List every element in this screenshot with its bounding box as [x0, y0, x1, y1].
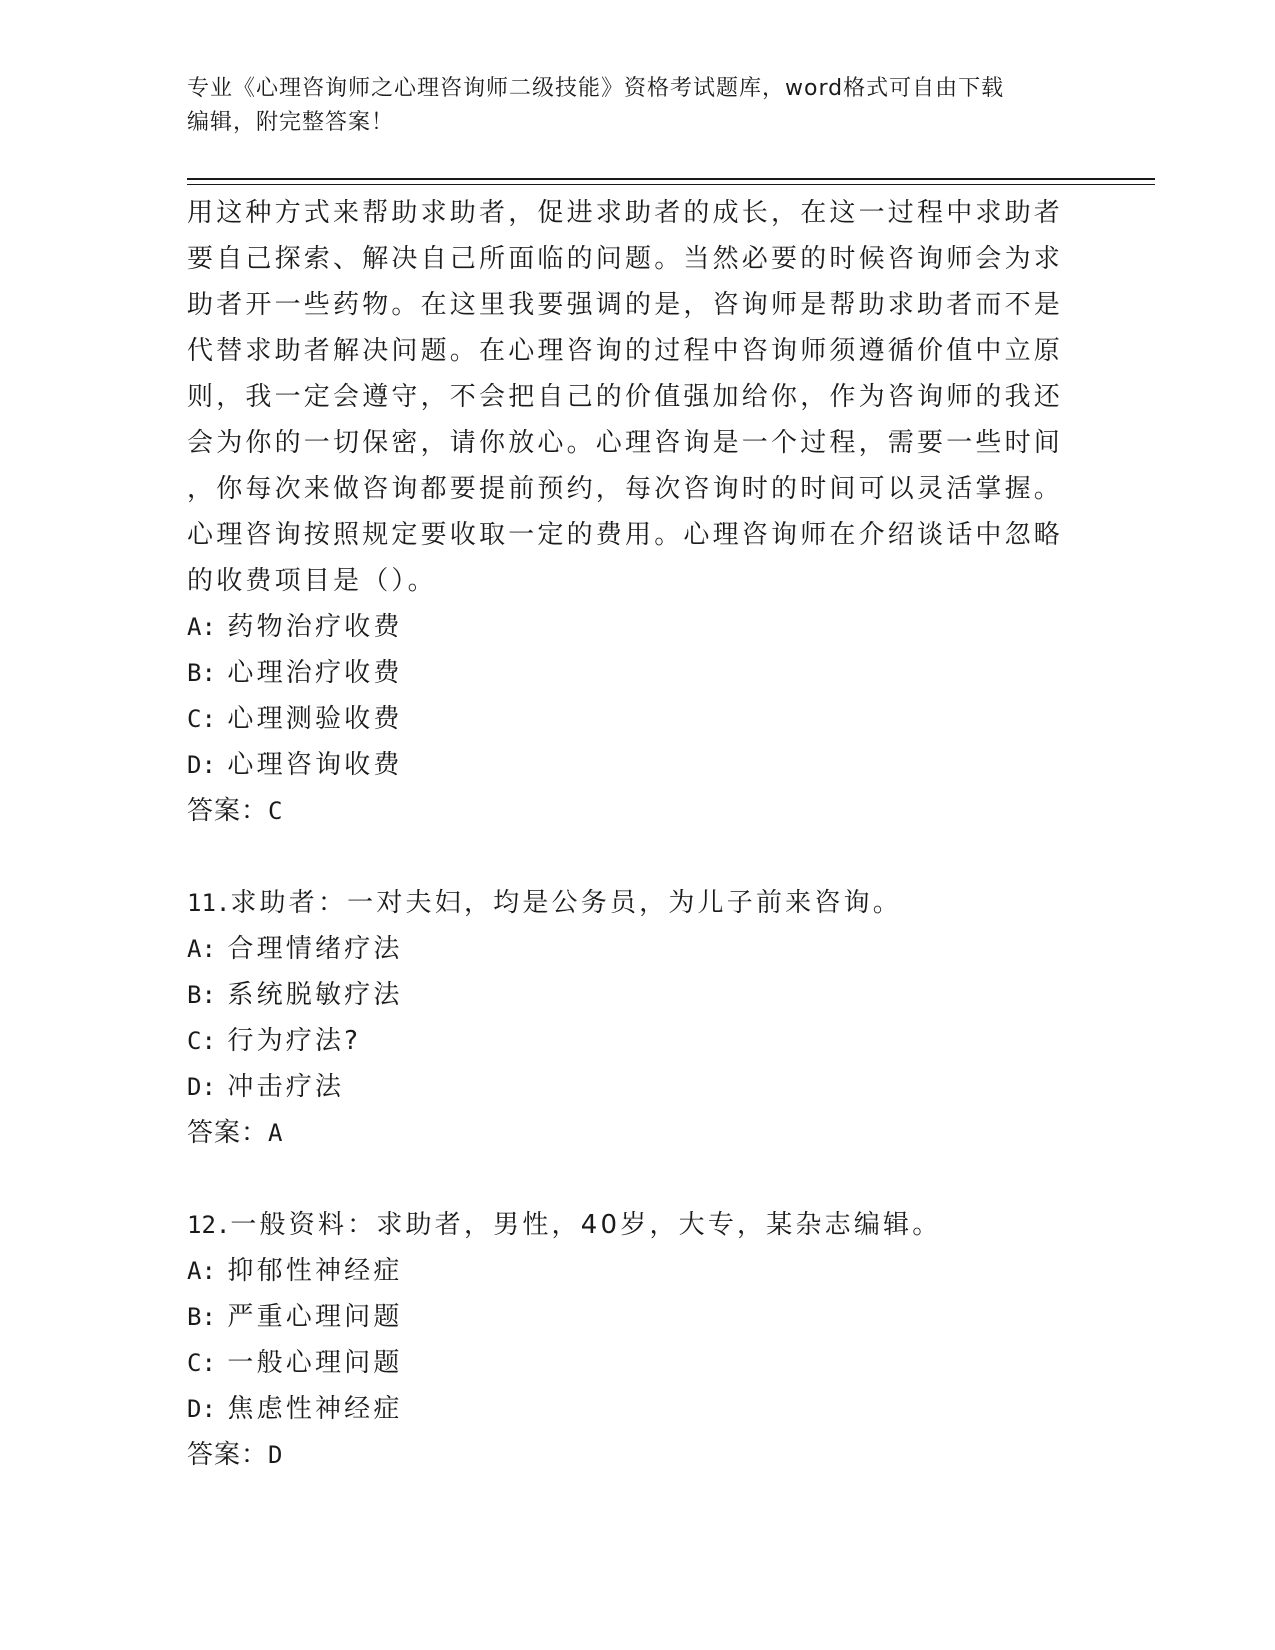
- option-letter: C:: [187, 1027, 216, 1055]
- option-d: [187, 1386, 1087, 1432]
- question-block: [187, 880, 1087, 1156]
- header-line-1: 专业《心理咨询师之心理咨询师二级技能》资格考试题库，word格式可自由下载: [187, 76, 1005, 101]
- option-b: [187, 650, 1087, 696]
- option-letter: A:: [187, 1257, 216, 1285]
- passage-line: ，你每次来做咨询都要提前预约，每次咨询时的时间可以灵活掌握。: [187, 474, 1064, 504]
- answer-label: 答案：: [187, 1118, 269, 1148]
- passage-line: 用这种方式来帮助求助者，促进求助者的成长，在这一过程中求助者: [187, 198, 1064, 228]
- option-text: 一般心理问题: [227, 1348, 403, 1378]
- answer-line: [187, 1110, 1087, 1156]
- spacer: [187, 834, 1087, 880]
- option-b: [187, 1294, 1087, 1340]
- option-letter: D:: [187, 1073, 216, 1101]
- passage-line: 代替求助者解决问题。在心理咨询的过程中咨询师须遵循价值中立原: [187, 336, 1064, 366]
- option-letter: C:: [187, 705, 216, 733]
- question-number: 12.: [187, 1211, 231, 1239]
- option-d: [187, 1064, 1087, 1110]
- option-c: [187, 696, 1087, 742]
- option-b: [187, 972, 1087, 1018]
- passage-line: 心理咨询按照规定要收取一定的费用。心理咨询师在介绍谈话中忽略: [187, 520, 1064, 550]
- answer-line: [187, 788, 1087, 834]
- question-block: [187, 1202, 1087, 1478]
- passage-line: 要自己探索、解决自己所面临的问题。当然必要的时候咨询师会为求: [187, 244, 1064, 274]
- option-text: 抑郁性神经症: [227, 1256, 403, 1286]
- spacer: [187, 1156, 1087, 1202]
- option-text: 心理测验收费: [227, 704, 403, 734]
- header-divider-thin: [187, 184, 1155, 185]
- option-a: [187, 1248, 1087, 1294]
- question-text: 求助者：一对夫妇，均是公务员，为儿子前来咨询。: [230, 888, 902, 918]
- option-text: 药物治疗收费: [227, 612, 403, 642]
- option-letter: D:: [187, 751, 216, 779]
- question-stem: [187, 1202, 1087, 1248]
- passage-block: [187, 190, 1087, 834]
- option-letter: B:: [187, 981, 216, 1009]
- option-c: [187, 1340, 1087, 1386]
- option-text: 心理治疗收费: [227, 658, 403, 688]
- option-text: 严重心理问题: [227, 1302, 403, 1332]
- option-text: 焦虑性神经症: [227, 1394, 403, 1424]
- passage-line: 则，我一定会遵守，不会把自己的价值强加给你，作为咨询师的我还: [187, 382, 1064, 412]
- option-letter: B:: [187, 1303, 216, 1331]
- option-d: [187, 742, 1087, 788]
- option-a: [187, 604, 1087, 650]
- passage-line: 助者开一些药物。在这里我要强调的是，咨询师是帮助求助者而不是: [187, 290, 1064, 320]
- document-header: [187, 72, 1067, 140]
- option-text: 行为疗法?: [227, 1026, 362, 1056]
- answer-value: D: [268, 1441, 284, 1469]
- answer-value: A: [268, 1119, 284, 1147]
- option-text: 合理情绪疗法: [227, 934, 403, 964]
- option-text: 冲击疗法: [227, 1072, 345, 1102]
- passage-line: 的收费项目是（）。: [187, 566, 437, 596]
- header-line-2: 编辑，附完整答案！: [187, 110, 395, 135]
- option-a: [187, 926, 1087, 972]
- answer-label: 答案：: [187, 1440, 269, 1470]
- option-text: 心理咨询收费: [227, 750, 403, 780]
- option-text: 系统脱敏疗法: [227, 980, 403, 1010]
- option-letter: A:: [187, 613, 216, 641]
- answer-label: 答案：: [187, 796, 269, 826]
- question-number: 11.: [187, 889, 231, 917]
- answer-value: C: [268, 797, 284, 825]
- option-letter: C:: [187, 1349, 216, 1377]
- document-body: [187, 190, 1087, 1478]
- question-stem: [187, 880, 1087, 926]
- question-text: 一般资料：求助者，男性，40岁，大专，某杂志编辑。: [230, 1210, 942, 1240]
- option-letter: D:: [187, 1395, 216, 1423]
- answer-line: [187, 1432, 1087, 1478]
- option-c: [187, 1018, 1087, 1064]
- passage-line: 会为你的一切保密，请你放心。心理咨询是一个过程，需要一些时间: [187, 428, 1064, 458]
- option-letter: A:: [187, 935, 216, 963]
- header-divider-thick: [187, 178, 1155, 180]
- option-letter: B:: [187, 659, 216, 687]
